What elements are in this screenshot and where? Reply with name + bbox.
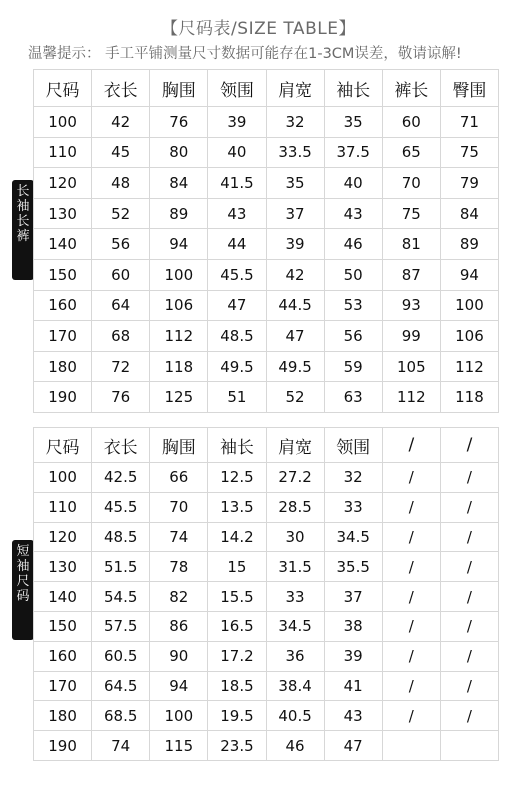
measurement-cell: 99: [382, 321, 440, 352]
table-row: [34, 582, 499, 612]
measurement-cell: 106: [150, 290, 208, 321]
column-header: 领围: [208, 70, 266, 107]
table-row: [34, 259, 499, 290]
measurement-cell: /: [440, 611, 498, 641]
column-header: 领围: [324, 428, 382, 463]
table-row: [34, 351, 499, 382]
table-row: [34, 137, 499, 168]
measurement-cell: 36: [266, 641, 324, 671]
short-sleeve-size-table: [33, 427, 499, 761]
measurement-cell: 46: [266, 731, 324, 761]
measurement-cell: 84: [150, 168, 208, 199]
table-header-row: [34, 70, 499, 107]
measurement-cell: 63: [324, 382, 382, 413]
measurement-cell: 100: [440, 290, 498, 321]
measurement-cell: 49.5: [208, 351, 266, 382]
column-header: 胸围: [150, 70, 208, 107]
measurement-cell: /: [382, 492, 440, 522]
measurement-cell: 106: [440, 321, 498, 352]
tab-char: 袖: [16, 559, 30, 574]
measurement-cell: 94: [150, 229, 208, 260]
measurement-cell: /: [382, 671, 440, 701]
column-header: /: [382, 428, 440, 463]
measurement-cell: 42: [266, 259, 324, 290]
measurement-cell: 49.5: [266, 351, 324, 382]
measurement-cell: 90: [150, 641, 208, 671]
measurement-cell: 105: [382, 351, 440, 382]
measurement-cell: 39: [208, 107, 266, 138]
measurement-cell: 100: [150, 259, 208, 290]
measurement-cell: 93: [382, 290, 440, 321]
column-header: 臀围: [440, 70, 498, 107]
measurement-cell: 70: [150, 492, 208, 522]
measurement-cell: 59: [324, 351, 382, 382]
measurement-cell: 112: [440, 351, 498, 382]
size-cell: 140: [34, 582, 92, 612]
measurement-cell: 71: [440, 107, 498, 138]
table-row: [34, 382, 499, 413]
measurement-cell: 51: [208, 382, 266, 413]
measurement-notice: 温馨提示： 手工平铺测量尺寸数据可能存在1-3CM误差，敬请谅解!: [28, 46, 462, 62]
measurement-cell: 28.5: [266, 492, 324, 522]
short-sleeve-tab: [12, 540, 34, 640]
measurement-cell: 37: [266, 198, 324, 229]
column-header: 袖长: [324, 70, 382, 107]
measurement-cell: 89: [440, 229, 498, 260]
measurement-cell: 38: [324, 611, 382, 641]
measurement-cell: 76: [150, 107, 208, 138]
measurement-cell: 86: [150, 611, 208, 641]
tab-char: 尺: [16, 574, 30, 589]
tab-char: 长: [16, 214, 30, 229]
column-header: 肩宽: [266, 428, 324, 463]
column-header: 胸围: [150, 428, 208, 463]
measurement-cell: 17.2: [208, 641, 266, 671]
table-row: [34, 611, 499, 641]
size-cell: 120: [34, 168, 92, 199]
measurement-cell: /: [440, 641, 498, 671]
page-title: 【尺码表/SIZE TABLE】: [161, 19, 356, 39]
long-sleeve-tab: [12, 180, 34, 280]
measurement-cell: 34.5: [266, 611, 324, 641]
measurement-cell: 30: [266, 522, 324, 552]
measurement-cell: /: [440, 582, 498, 612]
size-cell: 180: [34, 351, 92, 382]
measurement-cell: 44.5: [266, 290, 324, 321]
measurement-cell: 76: [92, 382, 150, 413]
measurement-cell: 65: [382, 137, 440, 168]
column-header: 尺码: [34, 70, 92, 107]
measurement-cell: 50: [324, 259, 382, 290]
measurement-cell: 40.5: [266, 701, 324, 731]
measurement-cell: 38.4: [266, 671, 324, 701]
size-cell: 110: [34, 137, 92, 168]
measurement-cell: 41.5: [208, 168, 266, 199]
measurement-cell: /: [440, 552, 498, 582]
size-cell: 190: [34, 731, 92, 761]
measurement-cell: 60: [92, 259, 150, 290]
measurement-cell: 100: [150, 701, 208, 731]
measurement-cell: 47: [266, 321, 324, 352]
measurement-cell: /: [382, 701, 440, 731]
size-cell: 160: [34, 641, 92, 671]
column-header: /: [440, 428, 498, 463]
tab-char: 袖: [16, 199, 30, 214]
measurement-cell: 27.2: [266, 463, 324, 493]
size-cell: 150: [34, 611, 92, 641]
measurement-cell: 94: [150, 671, 208, 701]
measurement-cell: 45.5: [208, 259, 266, 290]
measurement-cell: 16.5: [208, 611, 266, 641]
measurement-cell: 115: [150, 731, 208, 761]
size-cell: 110: [34, 492, 92, 522]
column-header: 尺码: [34, 428, 92, 463]
measurement-cell: 54.5: [92, 582, 150, 612]
table-row: [34, 198, 499, 229]
measurement-cell: 87: [382, 259, 440, 290]
measurement-cell: 41: [324, 671, 382, 701]
measurement-cell: 68: [92, 321, 150, 352]
measurement-cell: 74: [92, 731, 150, 761]
measurement-cell: 35.5: [324, 552, 382, 582]
measurement-cell: 45.5: [92, 492, 150, 522]
size-cell: 100: [34, 107, 92, 138]
size-cell: 140: [34, 229, 92, 260]
table-row: [34, 641, 499, 671]
measurement-cell: 60: [382, 107, 440, 138]
measurement-cell: 57.5: [92, 611, 150, 641]
measurement-cell: 81: [382, 229, 440, 260]
measurement-cell: 23.5: [208, 731, 266, 761]
measurement-cell: 40: [208, 137, 266, 168]
measurement-cell: 94: [440, 259, 498, 290]
size-cell: 190: [34, 382, 92, 413]
measurement-cell: 37: [324, 582, 382, 612]
tab-char: 短: [16, 544, 30, 559]
measurement-cell: 48.5: [208, 321, 266, 352]
measurement-cell: 82: [150, 582, 208, 612]
measurement-cell: 80: [150, 137, 208, 168]
tab-char: 长: [16, 184, 30, 199]
measurement-cell: /: [382, 582, 440, 612]
measurement-cell: [440, 731, 498, 761]
measurement-cell: /: [440, 463, 498, 493]
table-row: [34, 492, 499, 522]
measurement-cell: 48: [92, 168, 150, 199]
size-cell: 150: [34, 259, 92, 290]
column-header: 衣长: [92, 70, 150, 107]
measurement-cell: 56: [92, 229, 150, 260]
measurement-cell: 42: [92, 107, 150, 138]
measurement-cell: 35: [324, 107, 382, 138]
measurement-cell: 53: [324, 290, 382, 321]
measurement-cell: 42.5: [92, 463, 150, 493]
measurement-cell: /: [382, 641, 440, 671]
measurement-cell: 43: [208, 198, 266, 229]
size-cell: 160: [34, 290, 92, 321]
long-sleeve-size-table: [33, 69, 499, 413]
column-header: 肩宽: [266, 70, 324, 107]
measurement-cell: 33: [324, 492, 382, 522]
size-cell: 120: [34, 522, 92, 552]
measurement-cell: 35: [266, 168, 324, 199]
measurement-cell: /: [382, 463, 440, 493]
measurement-cell: 14.2: [208, 522, 266, 552]
measurement-cell: 51.5: [92, 552, 150, 582]
tab-char: 码: [16, 589, 30, 604]
measurement-cell: /: [440, 701, 498, 731]
table-row: [34, 671, 499, 701]
measurement-cell: 48.5: [92, 522, 150, 552]
measurement-cell: 112: [382, 382, 440, 413]
measurement-cell: /: [382, 552, 440, 582]
measurement-cell: 72: [92, 351, 150, 382]
measurement-cell: 52: [92, 198, 150, 229]
measurement-cell: 118: [440, 382, 498, 413]
measurement-cell: 34.5: [324, 522, 382, 552]
table-row: [34, 552, 499, 582]
measurement-cell: 70: [382, 168, 440, 199]
measurement-cell: 43: [324, 701, 382, 731]
tab-char: 裤: [16, 229, 30, 244]
measurement-cell: 39: [324, 641, 382, 671]
table-row: [34, 321, 499, 352]
measurement-cell: 45: [92, 137, 150, 168]
measurement-cell: 74: [150, 522, 208, 552]
table-row: [34, 168, 499, 199]
measurement-cell: /: [382, 611, 440, 641]
measurement-cell: 52: [266, 382, 324, 413]
measurement-cell: 33.5: [266, 137, 324, 168]
measurement-cell: 32: [324, 463, 382, 493]
table-row: [34, 290, 499, 321]
size-cell: 100: [34, 463, 92, 493]
measurement-cell: 125: [150, 382, 208, 413]
measurement-cell: 40: [324, 168, 382, 199]
measurement-cell: 18.5: [208, 671, 266, 701]
size-cell: 170: [34, 321, 92, 352]
measurement-cell: 32: [266, 107, 324, 138]
table-row: [34, 463, 499, 493]
measurement-cell: 47: [324, 731, 382, 761]
measurement-cell: 37.5: [324, 137, 382, 168]
measurement-cell: 43: [324, 198, 382, 229]
measurement-cell: 89: [150, 198, 208, 229]
measurement-cell: 12.5: [208, 463, 266, 493]
column-header: 袖长: [208, 428, 266, 463]
measurement-cell: 44: [208, 229, 266, 260]
measurement-cell: 46: [324, 229, 382, 260]
measurement-cell: 68.5: [92, 701, 150, 731]
measurement-cell: /: [440, 671, 498, 701]
measurement-cell: /: [382, 522, 440, 552]
table-row: [34, 522, 499, 552]
measurement-cell: /: [440, 522, 498, 552]
table-row: [34, 731, 499, 761]
measurement-cell: 118: [150, 351, 208, 382]
measurement-cell: 15: [208, 552, 266, 582]
measurement-cell: 33: [266, 582, 324, 612]
measurement-cell: 13.5: [208, 492, 266, 522]
measurement-cell: 56: [324, 321, 382, 352]
table-row: [34, 701, 499, 731]
measurement-cell: 47: [208, 290, 266, 321]
measurement-cell: 64: [92, 290, 150, 321]
table-row: [34, 107, 499, 138]
measurement-cell: 31.5: [266, 552, 324, 582]
measurement-cell: 15.5: [208, 582, 266, 612]
column-header: 裤长: [382, 70, 440, 107]
measurement-cell: /: [440, 492, 498, 522]
size-cell: 130: [34, 198, 92, 229]
measurement-cell: 66: [150, 463, 208, 493]
measurement-cell: 84: [440, 198, 498, 229]
table-row: [34, 229, 499, 260]
measurement-cell: 75: [382, 198, 440, 229]
measurement-cell: 112: [150, 321, 208, 352]
table-header-row: [34, 428, 499, 463]
measurement-cell: [382, 731, 440, 761]
measurement-cell: 78: [150, 552, 208, 582]
size-cell: 170: [34, 671, 92, 701]
measurement-cell: 75: [440, 137, 498, 168]
measurement-cell: 19.5: [208, 701, 266, 731]
size-cell: 130: [34, 552, 92, 582]
measurement-cell: 60.5: [92, 641, 150, 671]
column-header: 衣长: [92, 428, 150, 463]
measurement-cell: 39: [266, 229, 324, 260]
size-cell: 180: [34, 701, 92, 731]
measurement-cell: 79: [440, 168, 498, 199]
measurement-cell: 64.5: [92, 671, 150, 701]
